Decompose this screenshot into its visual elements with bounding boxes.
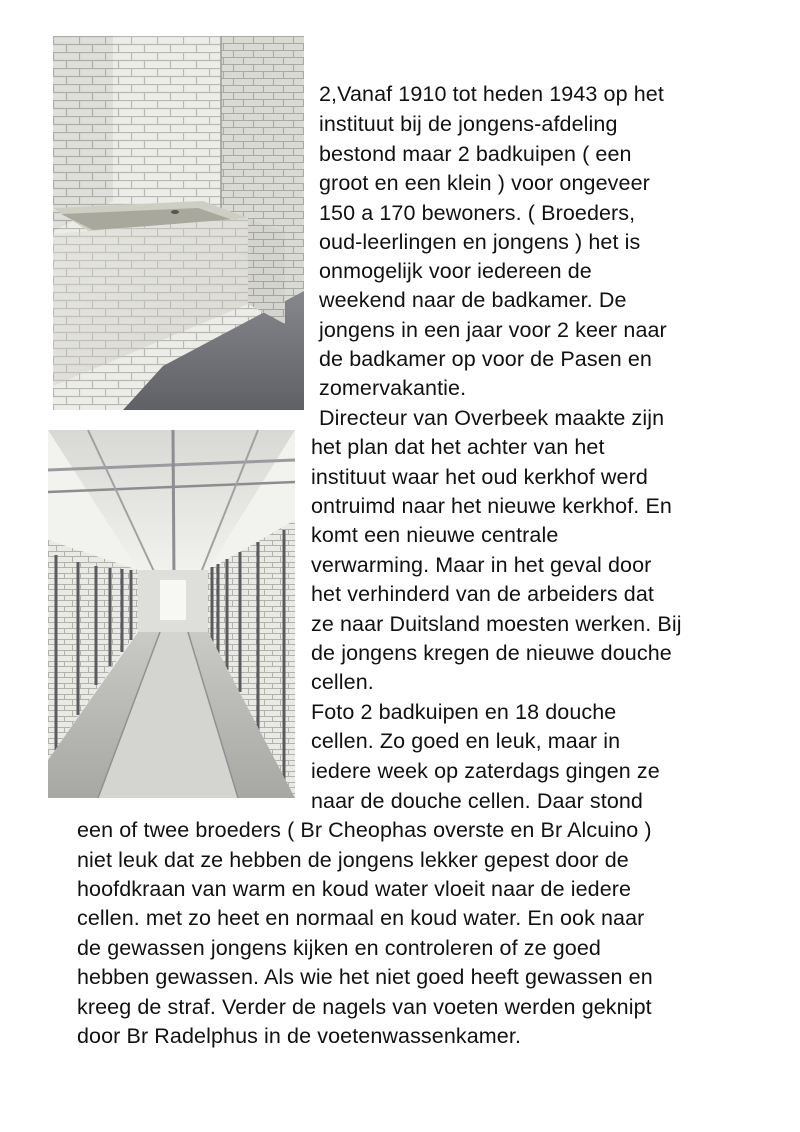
text-line: instituut waar het oud kerkhof werd xyxy=(311,465,648,489)
text-line: ze naar Duitsland moesten werken. Bij xyxy=(311,612,682,636)
text-line: onmogelijk voor iedereen de xyxy=(319,259,592,283)
text-line: weekend naar de badkamer. De xyxy=(319,288,627,312)
text-line: niet leuk dat ze hebben de jongens lekker gepest door de xyxy=(77,848,629,872)
text-line: groot en een klein ) voor ongeveer xyxy=(319,171,650,195)
text-line: de badkamer op voor de Pasen en xyxy=(319,347,652,371)
text-line: door Br Radelphus in de voetenwassenkamer. xyxy=(77,1024,522,1048)
text-line: komt een nieuwe centrale xyxy=(311,523,559,547)
text-line: iedere week op zaterdags gingen ze xyxy=(311,759,660,783)
shower-corridor-photo xyxy=(48,430,295,798)
shower-corridor-photo-icon xyxy=(48,430,295,798)
text-line: bestond maar 2 badkuipen ( een xyxy=(319,142,632,166)
text-line: een of twee broeders ( Br Cheophas overste en Br Alcuino ) xyxy=(77,818,652,842)
text-line: naar de douche cellen. Daar stond xyxy=(311,789,643,813)
text-line: cellen. met zo heet en normaal en koud water. En ook naar xyxy=(77,906,645,930)
text-line: ontruimd naar het nieuwe kerkhof. En xyxy=(311,494,672,518)
text-line: hoofdkraan van warm en koud water vloeit naar de iedere xyxy=(77,877,632,901)
text-line: 150 a 170 bewoners. ( Broeders, xyxy=(319,201,636,225)
text-line: jongens in een jaar voor 2 keer naar xyxy=(319,318,667,342)
text-line: het verhinderd van de arbeiders dat xyxy=(311,582,654,606)
text-line: Foto 2 badkuipen en 18 douche xyxy=(311,700,617,724)
bathtub-photo-icon xyxy=(53,36,304,410)
text-line: 2,Vanaf 1910 tot heden 1943 op het xyxy=(319,82,664,106)
text-line: verwarming. Maar in het geval door xyxy=(311,553,652,577)
text-line: cellen. xyxy=(311,670,374,694)
bathtub-photo xyxy=(53,36,304,410)
text-line: de gewassen jongens kijken en controleren of ze goed xyxy=(77,936,601,960)
text-line: cellen. Zo goed en leuk, maar in xyxy=(311,729,621,753)
text-line: kreeg de straf. Verder de nagels van voeten werden geknipt xyxy=(77,995,652,1019)
text-line: hebben gewassen. Als wie het niet goed heeft gewassen en xyxy=(77,965,653,989)
text-line: de jongens kregen de nieuwe douche xyxy=(311,641,672,665)
text-line: instituut bij de jongens-afdeling xyxy=(319,112,618,136)
text-line: het plan dat het achter van het xyxy=(311,435,605,459)
text-line: Directeur van Overbeek maakte zijn xyxy=(319,406,665,430)
text-line: zomervakantie. xyxy=(319,376,467,400)
text-line: oud-leerlingen en jongens ) het is xyxy=(319,230,641,254)
